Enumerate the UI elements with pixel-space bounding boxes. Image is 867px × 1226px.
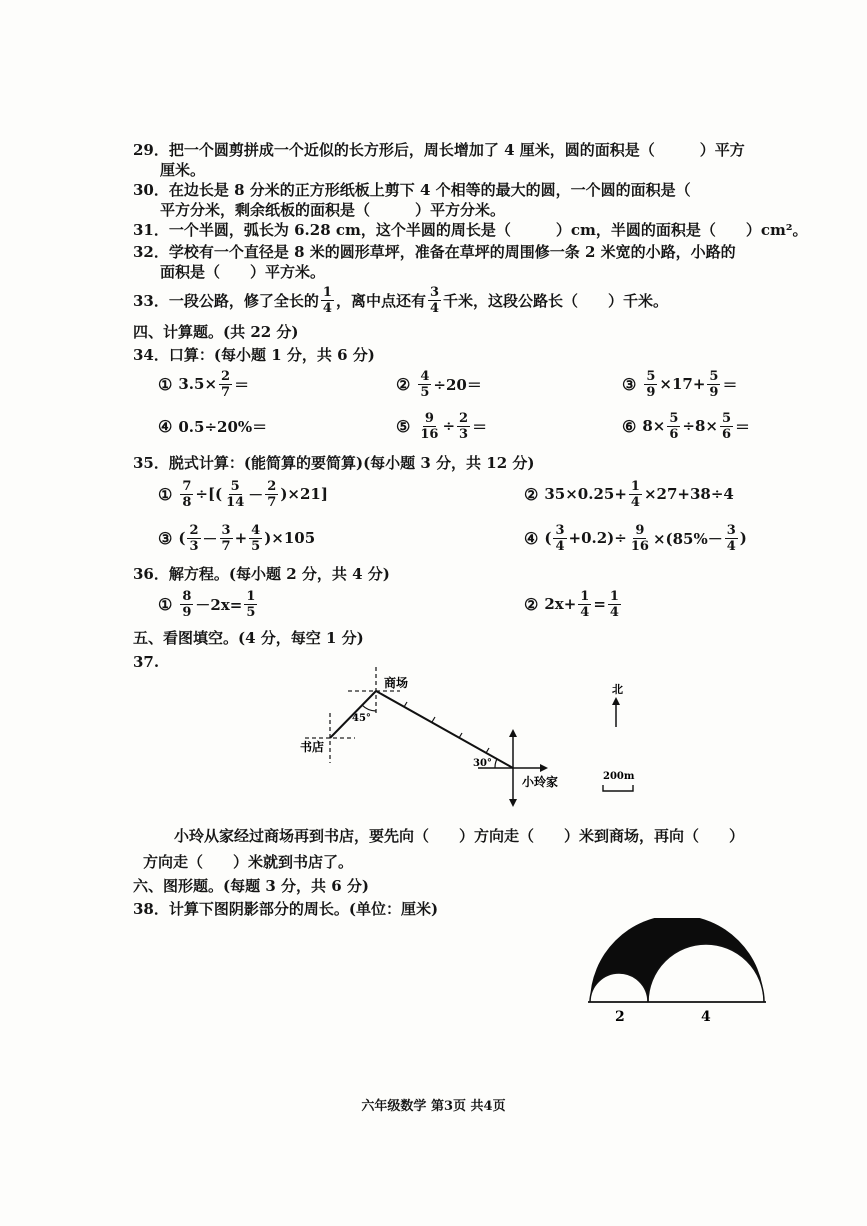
path-mall-home — [376, 691, 513, 768]
q30-line1: 30．在边长是 8 分米的正方形纸板上剪下 4 个相等的最大的圆，一个圆的面积是（ — [133, 181, 721, 199]
small-diameter-label: 2 — [615, 1009, 625, 1025]
fraction: $\frac{1}{4}$ — [322, 284, 332, 316]
q37-line2: 方向走（ ）米就到书店了。 — [143, 853, 354, 871]
q35-item-2: ② 35×0.25+ $\frac{1}{4}$ ×27+38÷4 — [524, 478, 734, 510]
q31-line1: 31．一个半圆，弧长为 6.28 cm，这个半圆的周长是（ ）cm，半圆的面积是（ ）cm²。 — [133, 221, 808, 239]
section-5-heading: 五、看图填空。(4 分，每空 1 分) — [133, 629, 364, 647]
q34-item-1: ① 3.5× $\frac{2}{7}$ ＝ — [158, 368, 250, 400]
q34-item-5: ⑤ $\frac{9}{16}$ ÷ $\frac{2}{3}$ ＝ — [396, 410, 488, 442]
angle-label-45: 45° — [352, 713, 371, 724]
q36-item-1: ① $\frac{8}{9}$ －2x= $\frac{1}{5}$ — [158, 588, 256, 620]
mall-label: 商场 — [384, 676, 409, 690]
section-4-heading: 四、计算题。(共 22 分) — [133, 323, 299, 341]
q35-item-3: ③ ( $\frac{2}{3}$ － $\frac{3}{7}$ + $\frac{4}{5}$ )×105 — [158, 522, 316, 554]
direction-map — [290, 665, 650, 810]
angle-label-30: 30° — [473, 758, 492, 769]
north-arrow-head — [612, 697, 620, 705]
north-label: 北 — [612, 683, 623, 696]
arrow-up — [509, 729, 517, 737]
fraction: $\frac{3}{4}$ — [429, 284, 439, 316]
home-label: 小玲家 — [522, 775, 559, 789]
q29-line1: 29．把一个圆剪拼成一个近似的长方形后，周长增加了 4 厘米，圆的面积是（ ）平方 — [133, 141, 745, 159]
q33-line: 33．一段公路，修了全长的 $\frac{1}{4}$ ，离中点还有 $\frac{3}{4}$ 千米，这段公路长（ ）千米。 — [133, 284, 669, 316]
q35-title: 35．脱式计算：(能简算的要简算)(每小题 3 分，共 12 分) — [133, 454, 535, 472]
q32-line2: 面积是（ ）平方米。 — [160, 263, 326, 281]
q35-item-1: ① $\frac{7}{8}$ ÷[( $\frac{5}{14}$ － $\frac{2}{7}$ )×21] — [158, 478, 328, 510]
q34-item-6: ⑥ 8× $\frac{5}{6}$ ÷8× $\frac{5}{6}$ ＝ — [622, 410, 751, 442]
scale-label: 200m — [603, 771, 635, 782]
q38-title: 38．计算下图阴影部分的周长。(单位：厘米) — [133, 900, 439, 918]
q34-item-3: ③ $\frac{5}{9}$ ×17+ $\frac{5}{9}$ ＝ — [622, 368, 738, 400]
q29-line2: 厘米。 — [160, 161, 206, 179]
q37-number: 37. — [133, 653, 160, 671]
angle-arc-45 — [362, 705, 376, 711]
section-6-heading: 六、图形题。(每题 3 分，共 6 分) — [133, 877, 369, 895]
q36-title: 36．解方程。(每小题 2 分，共 4 分) — [133, 565, 390, 583]
arrow-right — [540, 764, 548, 772]
path-ticks — [404, 702, 489, 753]
scale-bar — [603, 785, 633, 791]
q37-line1: 小玲从家经过商场再到书店，要先向（ ）方向走（ ）米到商场，再向（ ） — [174, 827, 745, 845]
q35-item-4: ④ ( $\frac{3}{4}$ +0.2)÷ $\frac{9}{16}$ ×(85%－ $\frac{3}{4}$ ) — [524, 522, 747, 554]
q34-item-4: ④ 0.5÷20%＝ — [158, 416, 268, 436]
semicircle-figure — [585, 918, 770, 1028]
q30-line2: 平方分米，剩余纸板的面积是（ ）平方分米。 — [160, 201, 506, 219]
q34-item-2: ② $\frac{4}{5}$ ÷20＝ — [396, 368, 482, 400]
q34-title: 34．口算：(每小题 1 分，共 6 分) — [133, 346, 375, 364]
bookstore-label: 书店 — [300, 740, 325, 754]
large-diameter-label: 4 — [701, 1009, 711, 1025]
page-footer: 六年级数学 第3页 共4页 — [361, 1099, 506, 1114]
q36-item-2: ② 2x+ $\frac{1}{4}$ = $\frac{1}{4}$ — [524, 588, 619, 620]
q32-line1: 32．学校有一个直径是 8 米的圆形草坪，准备在草坪的周围修一条 2 米宽的小路，小路的 — [133, 243, 736, 261]
arrow-down — [509, 799, 517, 807]
angle-arc-30 — [495, 759, 497, 768]
